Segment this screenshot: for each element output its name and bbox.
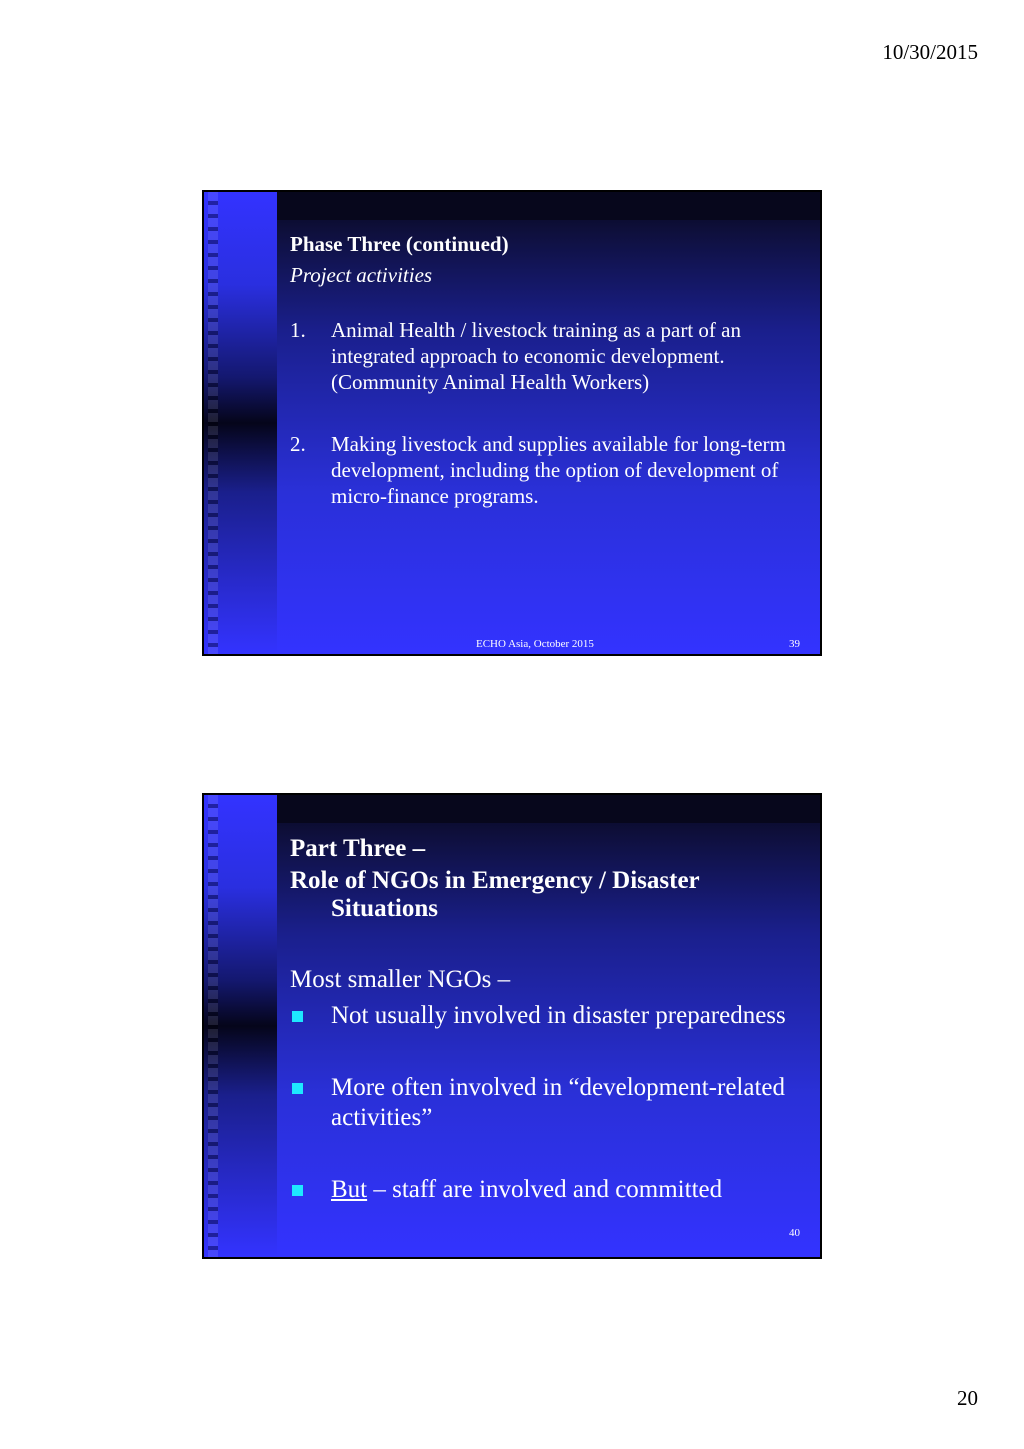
bullet-rest: – staff are involved and committed [367,1176,723,1203]
list-item-number: 1. [290,318,306,342]
slide-subtitle: Project activities [290,263,433,287]
slide-title-line: Role of NGOs in Emergency / Disaster [290,867,700,894]
slide-top-band [277,192,820,220]
slide-intro-text: Most smaller NGOs – [290,966,511,993]
bullet-item [290,1001,802,1031]
slide-39 [202,190,822,656]
slide-title-line: Situations [331,895,438,922]
list-item [290,317,802,395]
list-item [290,431,802,509]
list-item-text: Making livestock and supplies available for long-term development, including the option of development of micro-finance programs. [331,432,786,508]
square-bullet-icon [290,1175,331,1205]
page-date: 10/30/2015 [882,40,978,64]
numbered-list [290,317,802,509]
slide-title: Phase Three (continued) [290,232,509,256]
slide-title [290,833,802,925]
slide-footer-text: ECHO Asia, October 2015 [476,638,594,650]
slide-decor-strip [208,795,218,1257]
bullet-text: More often involved in “development-related activities” [331,1074,786,1131]
list-item-number: 2. [290,432,306,456]
slide-39-content [290,230,802,545]
slide-40-content [290,833,802,1205]
bullet-text [331,1175,802,1205]
slide-top-band [277,795,820,823]
slide-decor-strip [208,192,218,654]
bullet-text: Not usually involved in disaster preparedness [331,1002,786,1029]
square-bullet-icon [290,1073,331,1133]
square-bullet-icon [290,1001,331,1031]
slide-40 [202,793,822,1259]
bullet-item [290,1073,802,1133]
slide-number: 39 [789,638,800,650]
slide-number: 40 [789,1227,800,1239]
bullet-emphasis: But [331,1176,368,1203]
list-item-text: Animal Health / livestock training as a part of an integrated approach to economic development. (Community Animal Health Workers) [331,318,741,394]
slide-title-line: Part Three – [290,835,426,862]
page-number: 20 [957,1386,978,1410]
bullet-item [290,1175,802,1205]
